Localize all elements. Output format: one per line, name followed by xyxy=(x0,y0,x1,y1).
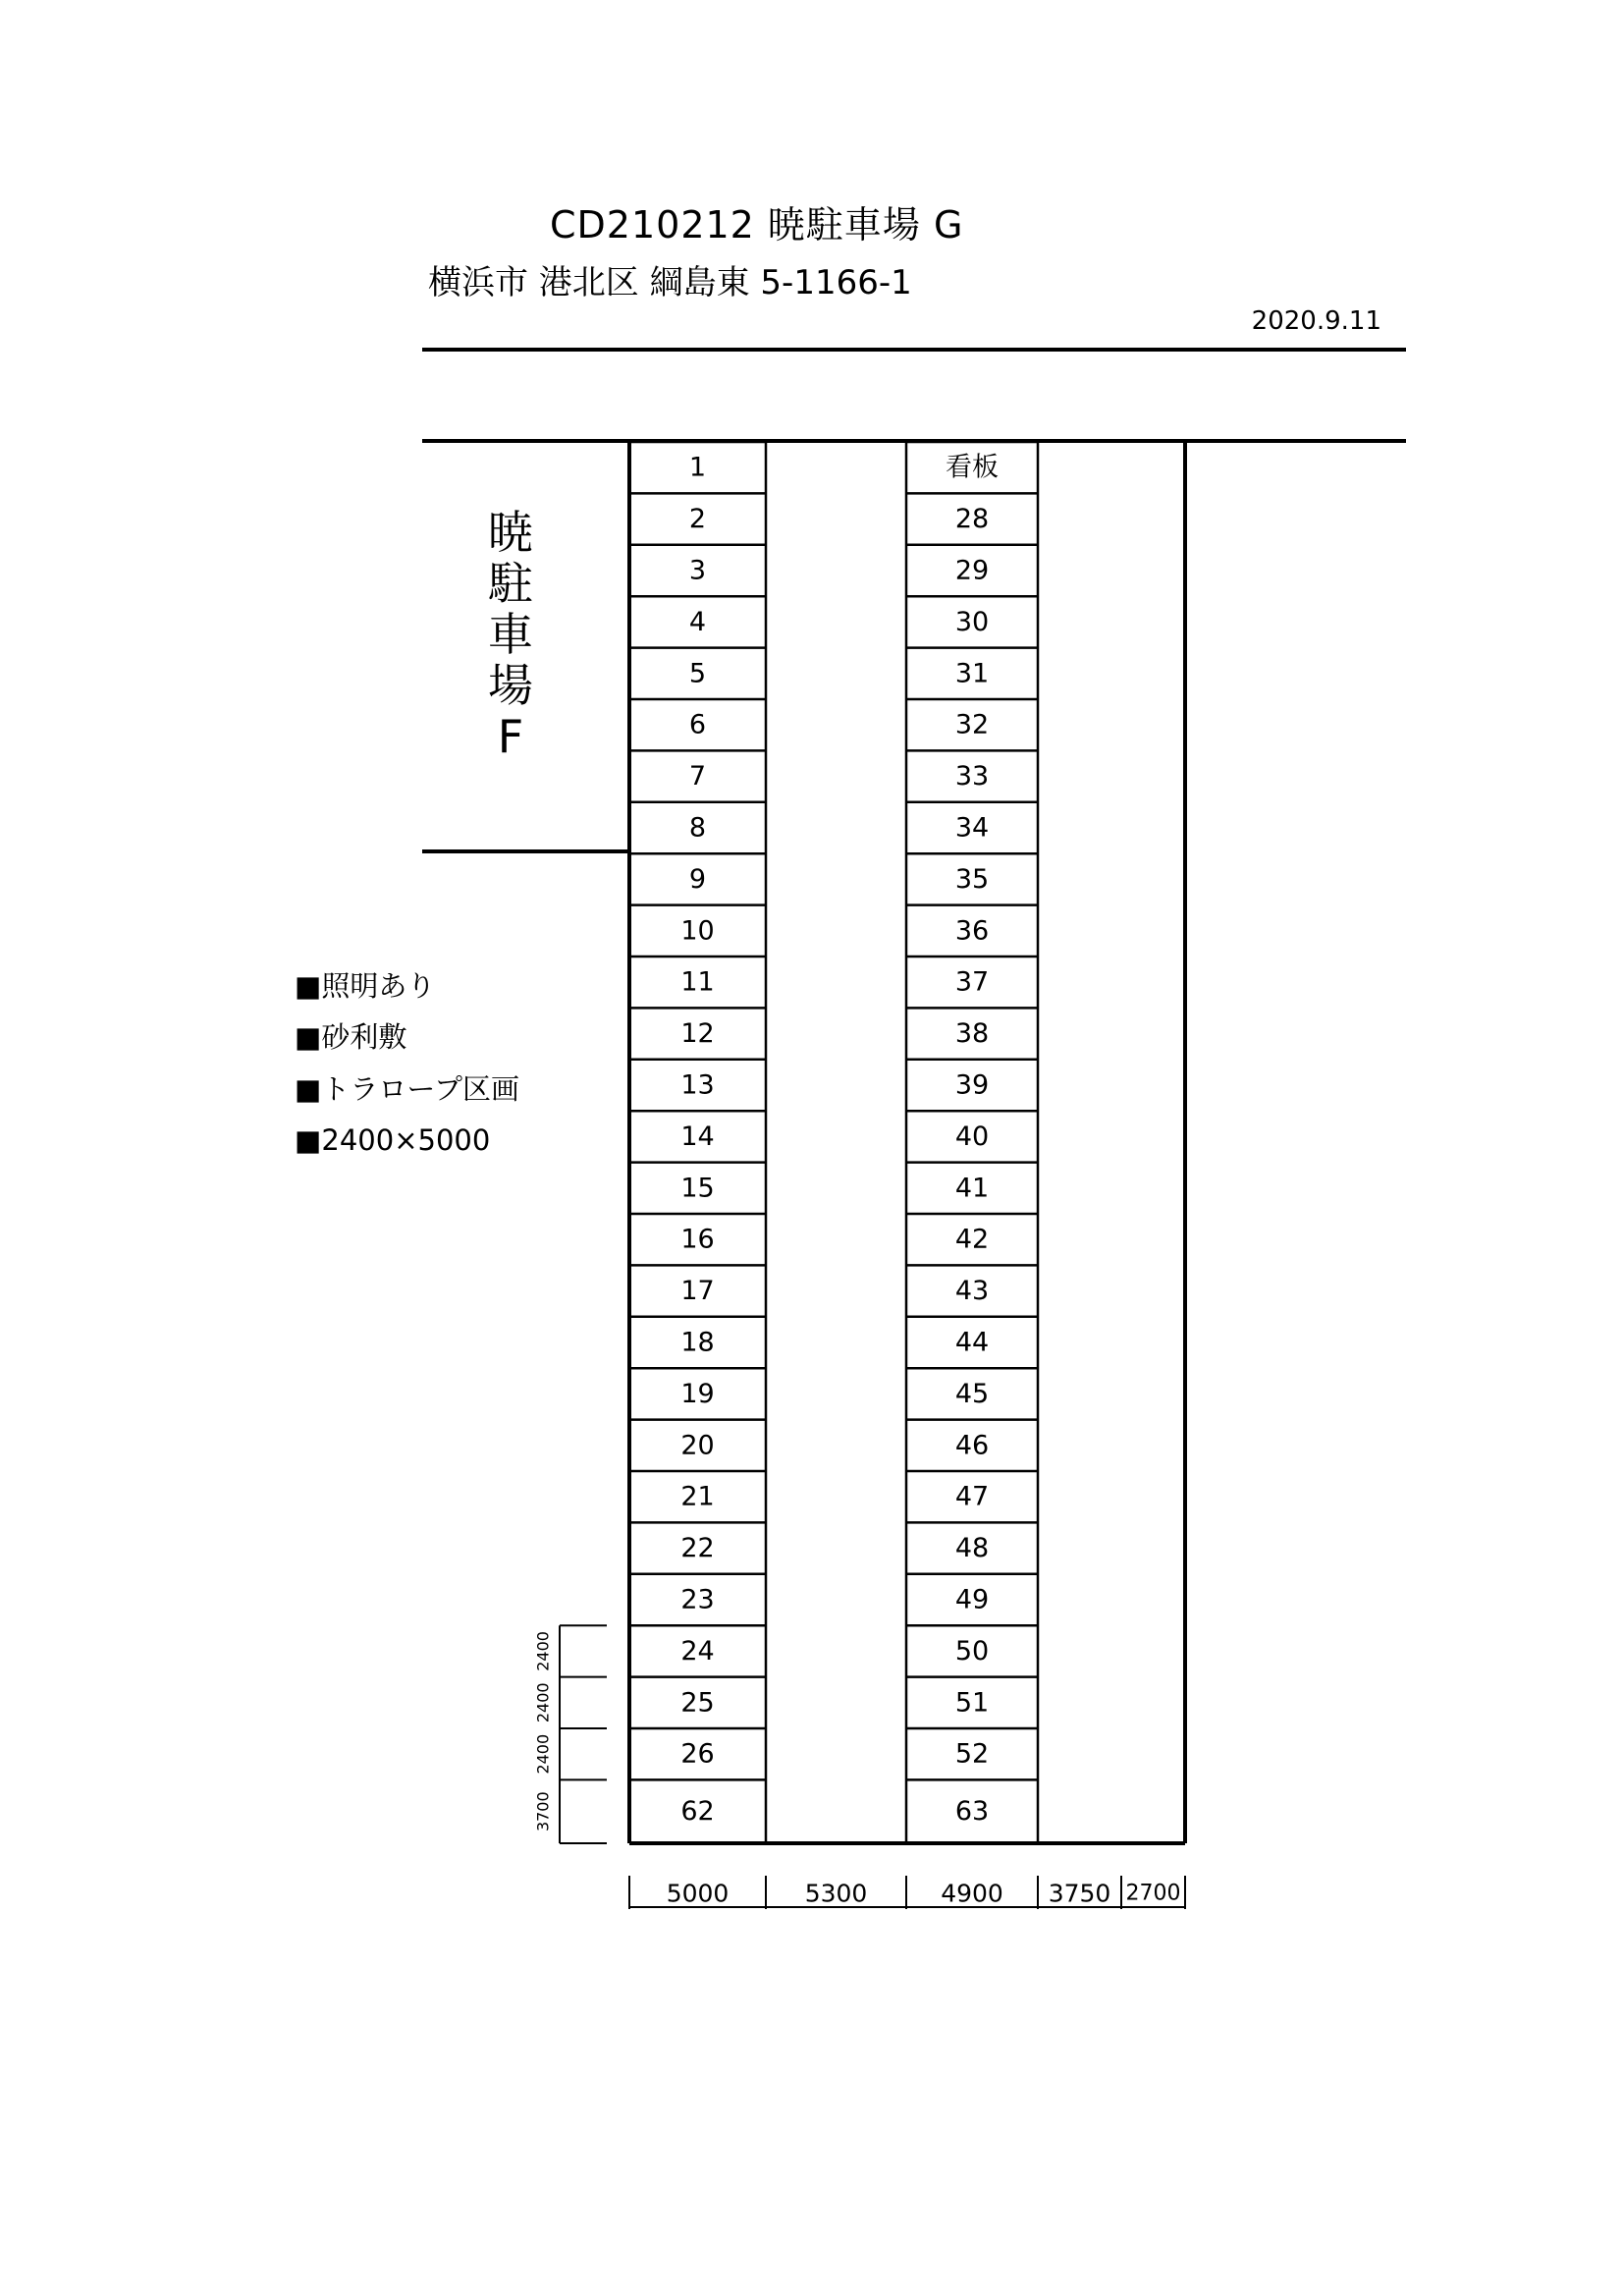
side-dimension-label: 3700 xyxy=(533,1791,553,1832)
stall-number: 45 xyxy=(954,1378,990,1409)
stall-number: 8 xyxy=(688,812,707,844)
stall-number: 11 xyxy=(680,966,715,998)
stall-number: 5 xyxy=(688,658,707,689)
stall-number: 2 xyxy=(688,504,707,535)
stall-number: 26 xyxy=(680,1738,715,1770)
bottom-dimension-label: 3750 xyxy=(1048,1879,1111,1908)
stall-number: 31 xyxy=(954,658,990,689)
side-dimension-label: 2400 xyxy=(533,1682,553,1723)
stall-number: 6 xyxy=(688,709,707,740)
stall-number: 34 xyxy=(954,812,990,844)
legend-item: ■照明あり xyxy=(295,969,436,1003)
stall-number: 41 xyxy=(954,1173,990,1204)
stall-number: 23 xyxy=(680,1584,715,1615)
stall-number: 12 xyxy=(680,1018,715,1050)
stall-number: 20 xyxy=(680,1430,715,1461)
neighbor-lot-char: 暁 xyxy=(488,506,533,559)
stall-number: 18 xyxy=(680,1327,715,1358)
stall-number: 21 xyxy=(680,1481,715,1512)
stall-number: 49 xyxy=(954,1584,990,1615)
stall-number: 14 xyxy=(680,1121,715,1152)
stall-number: 17 xyxy=(680,1276,715,1307)
stall-number: 7 xyxy=(688,761,707,793)
bottom-dimension-label: 4900 xyxy=(941,1879,1003,1908)
stall-number: 37 xyxy=(954,966,990,998)
address: 横浜市 港北区 綱島東 5-1166-1 xyxy=(428,263,912,302)
neighbor-lot-char: 駐 xyxy=(488,557,533,610)
neighbor-lot-char: 車 xyxy=(488,608,533,661)
legend-item: ■2400×5000 xyxy=(295,1123,491,1158)
stall-number: 22 xyxy=(680,1533,715,1564)
stall-number: 44 xyxy=(954,1327,990,1358)
stall-number: 48 xyxy=(954,1533,990,1564)
stall-number: 25 xyxy=(680,1687,715,1719)
stall-number: 1 xyxy=(688,452,707,483)
stall-number: 32 xyxy=(954,709,990,740)
stall-number: 62 xyxy=(680,1796,715,1828)
page-title: CD210212 暁駐車場 G xyxy=(550,203,964,246)
neighbor-lot-char: F xyxy=(497,710,524,763)
side-dimension-label: 2400 xyxy=(533,1631,553,1671)
stall-number: 28 xyxy=(954,504,990,535)
bottom-dimension-label: 5300 xyxy=(804,1879,868,1908)
stall-number: 47 xyxy=(954,1481,990,1512)
stall-number: 35 xyxy=(954,863,990,895)
bottom-dimension-label: 5000 xyxy=(666,1879,730,1908)
stall-number: 13 xyxy=(680,1069,715,1101)
stall-number: 40 xyxy=(954,1121,990,1152)
stall-number: 19 xyxy=(680,1378,715,1409)
stall-number: 3 xyxy=(688,555,707,586)
stall-number: 29 xyxy=(954,555,990,586)
stall-number: 30 xyxy=(954,606,990,637)
stall-number: 51 xyxy=(954,1687,990,1719)
legend-item: ■砂利敷 xyxy=(295,1020,407,1055)
stall-number: 38 xyxy=(954,1018,990,1050)
stall-number: 10 xyxy=(680,915,715,947)
stall-number: 15 xyxy=(680,1173,715,1204)
stall-number: 39 xyxy=(954,1069,990,1101)
stall-number: 4 xyxy=(688,606,707,637)
stall-number: 16 xyxy=(680,1224,715,1255)
stall-number: 42 xyxy=(954,1224,990,1255)
neighbor-lot-char: 場 xyxy=(488,659,533,712)
bottom-dimension-label: 2700 xyxy=(1125,1881,1181,1906)
stall-number: 52 xyxy=(954,1738,990,1770)
stall-number: 24 xyxy=(680,1635,715,1667)
side-dimension-label: 2400 xyxy=(533,1733,553,1775)
stall-number: 看板 xyxy=(946,452,999,483)
stall-number: 43 xyxy=(954,1276,990,1307)
stall-number: 63 xyxy=(954,1796,990,1828)
stall-number: 36 xyxy=(954,915,990,947)
stall-number: 33 xyxy=(954,761,990,793)
stall-number: 50 xyxy=(954,1635,990,1667)
stall-number: 46 xyxy=(954,1430,990,1461)
stall-number: 9 xyxy=(688,863,707,895)
legend-item: ■トラロープ区画 xyxy=(295,1071,519,1106)
date: 2020.9.11 xyxy=(1251,306,1381,336)
